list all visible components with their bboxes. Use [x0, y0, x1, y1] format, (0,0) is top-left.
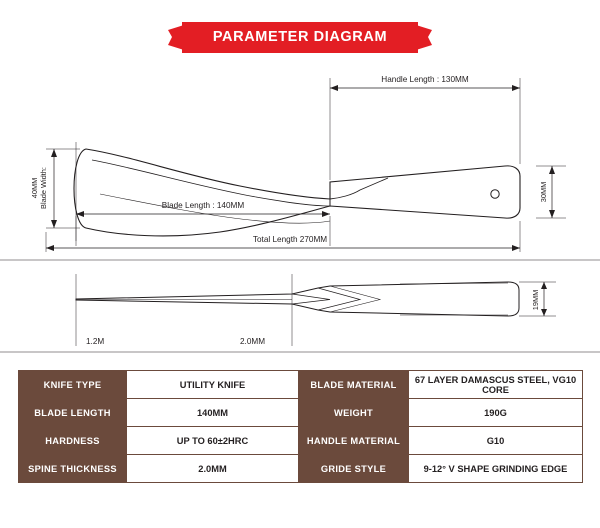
spec-label-blade-length: BLADE LENGTH [19, 399, 127, 427]
dimension-total-length [46, 235, 520, 251]
spine-tip-label: 1.2M [86, 337, 105, 346]
dimension-handle-width [531, 282, 547, 316]
spec-value-gride-style: 9-12° V SHAPE GRINDING EDGE [409, 455, 583, 483]
handle-width-label: 19MM [531, 289, 540, 311]
top-view-knife-outline [74, 149, 520, 236]
dimension-blade-width [30, 149, 57, 228]
spec-label-hardness: HARDNESS [19, 427, 127, 455]
knife-drawing-svg [0, 56, 600, 356]
dimension-handle-length [330, 75, 520, 91]
spec-value-hardness: UP TO 60±2HRC [127, 427, 299, 455]
spec-label-gride-style: GRIDE STYLE [299, 455, 409, 483]
spec-label-blade-material: BLADE MATERIAL [299, 371, 409, 399]
spec-label-handle-material: HANDLE MATERIAL [299, 427, 409, 455]
ribbon-right-icon [416, 25, 432, 50]
spec-value-knife-type: UTILITY KNIFE [127, 371, 299, 399]
blade-width-label-line1: Blade Width: [39, 167, 48, 209]
spec-label-spine-thickness: SPINE THICKNESS [19, 455, 127, 483]
table-row [19, 455, 583, 483]
spec-value-weight: 190G [409, 399, 583, 427]
knife-drawing [0, 56, 600, 356]
side-view-knife-outline [76, 282, 519, 316]
total-length-label: Total Length 270MM [252, 235, 328, 244]
specification-table [18, 370, 583, 483]
spec-value-spine-thickness: 2.0MM [127, 455, 299, 483]
spec-value-handle-material: G10 [409, 427, 583, 455]
spec-value-blade-length: 140MM [127, 399, 299, 427]
dimension-handle-height [539, 166, 555, 218]
table-row [19, 371, 583, 399]
blade-width-label-line2: 40MM [30, 177, 39, 199]
table-row [19, 427, 583, 455]
handle-length-label: Handle Length : 130MM [381, 75, 469, 84]
blade-length-label: Blade Length : 140MM [161, 201, 245, 210]
table-row [19, 399, 583, 427]
spine-thickness-label: 2.0MM [240, 337, 266, 346]
page-title: PARAMETER DIAGRAM [212, 29, 388, 45]
handle-rivet-icon [491, 190, 499, 198]
handle-height-label: 30MM [539, 181, 548, 203]
title-banner [168, 22, 432, 54]
spec-label-weight: WEIGHT [299, 399, 409, 427]
spec-value-blade-material: 67 LAYER DAMASCUS STEEL, VG10 CORE [409, 371, 583, 399]
spec-label-knife-type: KNIFE TYPE [19, 371, 127, 399]
